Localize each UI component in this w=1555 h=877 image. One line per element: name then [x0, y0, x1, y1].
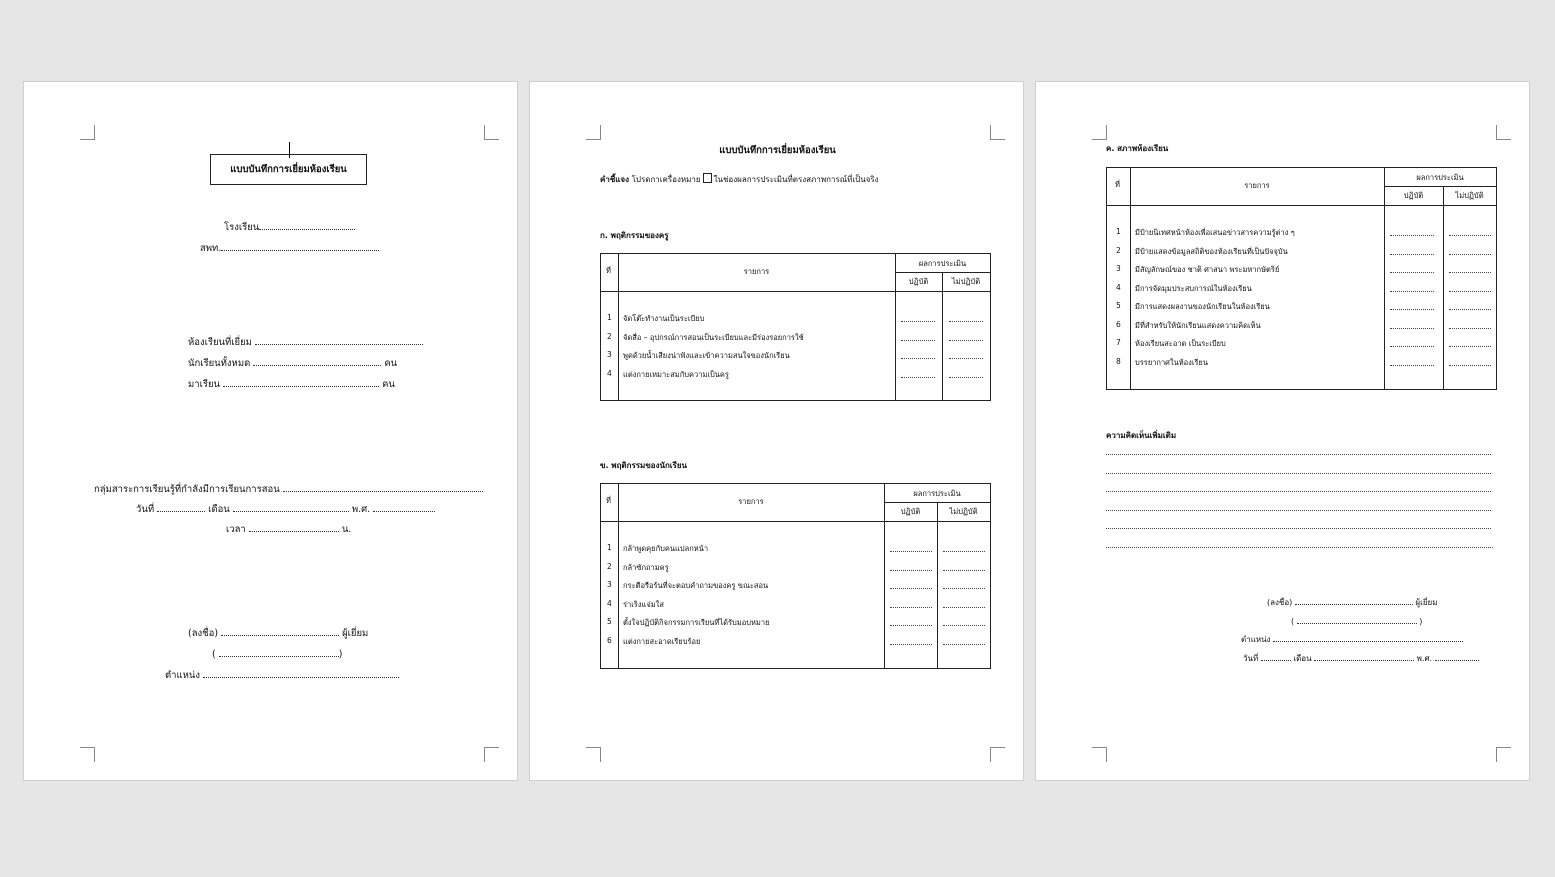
comment-line[interactable] — [1106, 547, 1493, 548]
col-header-done: ปฏิบัติ — [908, 277, 929, 286]
done-blank[interactable] — [1390, 309, 1434, 310]
comment-line[interactable] — [1106, 473, 1491, 474]
school-field[interactable]: โรงเรียน — [224, 220, 355, 235]
done-blank[interactable] — [890, 644, 932, 645]
done-blank[interactable] — [901, 340, 935, 341]
office-field[interactable]: สพท. — [200, 241, 379, 256]
signature-name-field[interactable]: ( ) — [212, 649, 343, 660]
col-header-done: ปฏิบัติ — [900, 507, 921, 516]
notdone-blank[interactable] — [1449, 346, 1491, 347]
col-header-no: ที่ — [1115, 180, 1120, 189]
comments-heading: ความคิดเห็นเพิ่มเติม — [1106, 431, 1177, 440]
row-no: 6 — [607, 636, 612, 645]
row-item: พูดด้วยน้ำเสียงน่าฟังและเข้าความสนใจของนักเรียน — [623, 351, 790, 360]
row-item: มีที่สำหรับให้นักเรียนแสดงความคิดเห็น — [1135, 321, 1261, 330]
notdone-blank[interactable] — [943, 644, 985, 645]
row-item: บรรยากาศในห้องเรียน — [1135, 358, 1208, 367]
done-blank[interactable] — [901, 321, 935, 322]
row-item: มีสัญลักษณ์ของ ชาติ ศาสนา พระมหากษัตริย์ — [1135, 265, 1280, 274]
students-total-field[interactable]: นักเรียนทั้งหมด คน — [188, 358, 398, 369]
notdone-blank[interactable] — [949, 321, 983, 322]
notdone-blank[interactable] — [943, 607, 985, 608]
notdone-blank[interactable] — [1449, 272, 1491, 273]
signature-field[interactable]: (ลงชื่อ) ผู้เยี่ยม — [1267, 595, 1437, 609]
teacher-behavior-table — [600, 253, 991, 401]
col-header-notdone: ไม่ปฏิบัติ — [949, 507, 978, 516]
notdone-blank[interactable] — [1449, 291, 1491, 292]
position-field[interactable]: ตำแหน่ง — [1241, 632, 1463, 646]
row-no: 6 — [1116, 320, 1121, 329]
notdone-blank[interactable] — [949, 340, 983, 341]
row-item: กล้าซักถามครู — [623, 563, 669, 572]
row-item: ห้องเรียนสะอาด เป็นระเบียบ — [1135, 339, 1226, 348]
document-page-3[interactable] — [1035, 81, 1530, 781]
row-no: 2 — [1116, 246, 1121, 255]
row-no: 5 — [1116, 301, 1121, 310]
done-blank[interactable] — [890, 551, 932, 552]
document-page-2[interactable] — [529, 81, 1024, 781]
col-header-result: ผลการประเมิน — [918, 259, 967, 268]
crop-mark — [990, 747, 1005, 762]
col-header-notdone: ไม่ปฏิบัติ — [1455, 191, 1484, 200]
row-no: 8 — [1116, 357, 1121, 366]
row-no: 3 — [607, 350, 612, 359]
section-a-heading: ก. พฤติกรรมของครู — [600, 231, 669, 240]
row-no: 2 — [607, 562, 612, 571]
row-item: มีป้ายแสดงข้อมูลสถิติของห้องเรียนที่เป็นปัจจุบัน — [1135, 247, 1288, 256]
instruction-line: คำชี้แจง โปรดกาเครื่องหมาย ในช่องผลการประเมินที่ตรงสภาพการณ์ที่เป็นจริง — [600, 175, 879, 184]
crop-mark — [1092, 747, 1107, 762]
crop-mark — [80, 747, 95, 762]
notdone-blank[interactable] — [1449, 328, 1491, 329]
done-blank[interactable] — [901, 358, 935, 359]
date-field[interactable]: วันที่ เดือน พ.ศ. — [1243, 651, 1479, 665]
crop-mark — [1496, 747, 1511, 762]
row-no: 1 — [607, 313, 612, 322]
done-blank[interactable] — [1390, 254, 1434, 255]
col-header-result: ผลการประเมิน — [913, 489, 961, 498]
row-no: 4 — [607, 599, 612, 608]
date-field[interactable]: วันที่ เดือน พ.ศ. — [136, 502, 435, 517]
row-no: 7 — [1116, 338, 1121, 347]
done-blank[interactable] — [1390, 235, 1434, 236]
notdone-blank[interactable] — [1449, 235, 1491, 236]
crop-mark — [990, 125, 1005, 140]
document-page-1[interactable] — [23, 81, 518, 781]
notdone-blank[interactable] — [1449, 309, 1491, 310]
row-item: จัดโต๊ะทำงานเป็นระเบียบ — [623, 314, 705, 323]
done-blank[interactable] — [901, 377, 935, 378]
done-blank[interactable] — [1390, 346, 1434, 347]
notdone-blank[interactable] — [943, 570, 985, 571]
notdone-blank[interactable] — [943, 551, 985, 552]
comment-line[interactable] — [1106, 510, 1491, 511]
signature-name-field[interactable]: ( ) — [1291, 614, 1422, 626]
student-behavior-table — [600, 483, 991, 669]
row-item: ตั้งใจปฏิบัติกิจกรรมการเรียนที่ได้รับมอบหมาย — [623, 618, 770, 627]
notdone-blank[interactable] — [949, 358, 983, 359]
crop-mark — [586, 125, 601, 140]
done-blank[interactable] — [890, 625, 932, 626]
col-header-no: ที่ — [606, 496, 611, 505]
checkbox-icon — [703, 173, 712, 183]
crop-mark — [80, 125, 95, 140]
students-present-field[interactable]: มาเรียน คน — [188, 379, 395, 390]
row-item: แต่งกายเหมาะสมกับความเป็นครู — [623, 370, 729, 379]
classroom-field[interactable]: ห้องเรียนที่เยี่ยม — [188, 335, 423, 350]
done-blank[interactable] — [1390, 291, 1434, 292]
row-no: 4 — [1116, 283, 1121, 292]
row-no: 1 — [607, 543, 612, 552]
time-field[interactable]: เวลา น. — [226, 524, 352, 535]
col-header-done: ปฏิบัติ — [1403, 191, 1424, 200]
done-blank[interactable] — [1390, 272, 1434, 273]
crop-mark — [1496, 125, 1511, 140]
done-blank[interactable] — [1390, 365, 1434, 366]
crop-mark — [484, 747, 499, 762]
crop-mark — [1092, 125, 1107, 140]
done-blank[interactable] — [890, 588, 932, 589]
row-no: 4 — [607, 369, 612, 378]
col-header-result: ผลการประเมิน — [1416, 173, 1464, 182]
notdone-blank[interactable] — [1449, 365, 1491, 366]
page-title: แบบบันทึกการเยี่ยมห้องเรียน — [230, 164, 347, 175]
row-item: มีการจัดมุมประสบการณ์ในห้องเรียน — [1135, 284, 1252, 293]
col-header-item: รายการ — [1244, 181, 1270, 190]
comment-line[interactable] — [1106, 528, 1491, 529]
row-item: ร่าเริงแจ่มใส — [623, 600, 664, 609]
row-item: กล้าพูดคุยกับคนแปลกหน้า — [623, 544, 709, 553]
crop-mark — [484, 125, 499, 140]
row-item: จัดสื่อ – อุปกรณ์การสอนเป็นระเบียบและมีร่องรอยการใช้ — [623, 333, 804, 342]
col-header-notdone: ไม่ปฏิบัติ — [951, 277, 981, 286]
row-no: 3 — [607, 580, 612, 589]
comment-line[interactable] — [1106, 491, 1491, 492]
subject-field[interactable]: กลุ่มสาระการเรียนรู้ที่กำลังมีการเรียนการสอน — [94, 482, 483, 497]
row-no: 3 — [1116, 264, 1121, 273]
row-no: 2 — [607, 332, 612, 341]
signature-field[interactable]: (ลงชื่อ) ผู้เยี่ยม — [188, 628, 369, 639]
col-header-item: รายการ — [738, 497, 764, 506]
section-c-heading: ค. สภาพห้องเรียน — [1106, 144, 1169, 153]
done-blank[interactable] — [890, 570, 932, 571]
done-blank[interactable] — [890, 607, 932, 608]
crop-mark — [586, 747, 601, 762]
notdone-blank[interactable] — [949, 377, 983, 378]
position-field[interactable]: ตำแหน่ง — [165, 668, 399, 683]
col-header-item: รายการ — [743, 267, 770, 276]
row-no: 5 — [607, 617, 612, 626]
section-b-heading: ข. พฤติกรรมของนักเรียน — [600, 461, 687, 470]
row-item: แต่งกายสะอาดเรียบร้อย — [623, 637, 701, 646]
classroom-condition-table — [1106, 167, 1497, 390]
page-title: แบบบันทึกการเยี่ยมห้องเรียน — [719, 145, 836, 156]
col-header-no: ที่ — [606, 266, 611, 275]
done-blank[interactable] — [1390, 328, 1434, 329]
row-item: มีป้ายนิเทศหน้าห้องเพื่อเสนอข่าวสารความรู้ต่าง ๆ — [1135, 228, 1295, 237]
row-item: กระตือรือร้นที่จะตอบคำถามของครู ขณะสอน — [623, 581, 769, 590]
notdone-blank[interactable] — [943, 588, 985, 589]
comment-line[interactable] — [1106, 454, 1491, 455]
notdone-blank[interactable] — [1449, 254, 1491, 255]
row-no: 1 — [1116, 227, 1121, 236]
row-item: มีการแสดงผลงานของนักเรียนในห้องเรียน — [1135, 302, 1270, 311]
notdone-blank[interactable] — [943, 625, 985, 626]
